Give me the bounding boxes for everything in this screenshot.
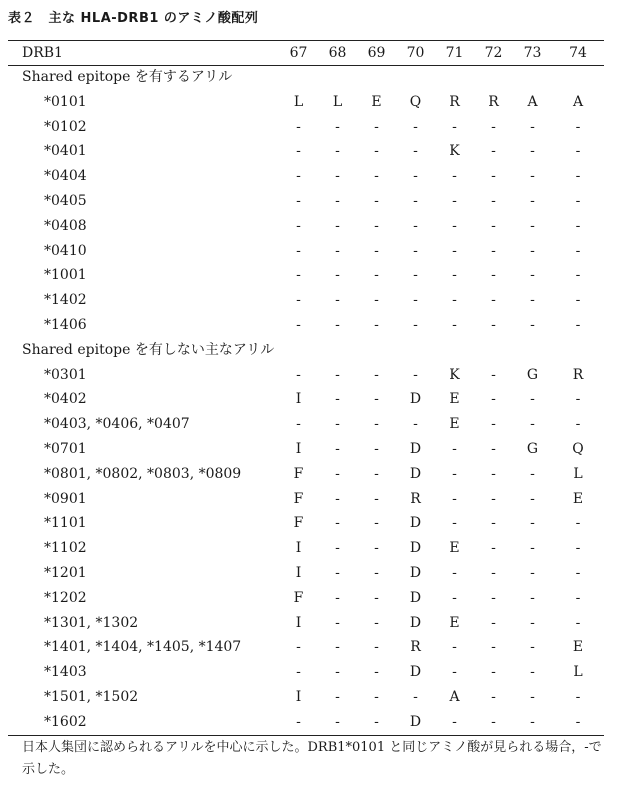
amino-acid-cell: -: [296, 366, 301, 383]
amino-acid-cell: -: [296, 316, 301, 333]
amino-acid-cell: E: [371, 93, 382, 110]
allele-label: *0404: [44, 168, 87, 185]
amino-acid-table: [8, 41, 604, 735]
amino-acid-cell: -: [530, 267, 535, 284]
amino-acid-cell: -: [491, 316, 496, 333]
amino-acid-cell: -: [413, 168, 418, 185]
amino-acid-cell: -: [452, 192, 457, 209]
table-row: [8, 437, 604, 462]
amino-acid-cell: -: [575, 242, 581, 259]
table-row: [8, 685, 604, 710]
amino-acid-cell: R: [410, 490, 421, 507]
allele-label: *0301: [44, 366, 87, 383]
amino-acid-cell: -: [530, 589, 535, 606]
allele-label: *1301, *1302: [44, 614, 139, 631]
amino-acid-cell: -: [452, 292, 457, 309]
amino-acid-cell: -: [491, 490, 496, 507]
allele-label: *0901: [44, 490, 87, 507]
amino-acid-cell: -: [575, 614, 581, 631]
amino-acid-cell: Q: [572, 440, 584, 457]
amino-acid-cell: -: [530, 515, 535, 532]
amino-acid-cell: -: [575, 316, 581, 333]
amino-acid-cell: -: [335, 490, 340, 507]
group-header-row: [8, 65, 604, 90]
header-position: 74: [569, 45, 587, 61]
amino-acid-cell: -: [530, 118, 535, 135]
amino-acid-cell: R: [488, 93, 499, 110]
amino-acid-cell: -: [296, 713, 301, 730]
amino-acid-cell: -: [452, 465, 457, 482]
amino-acid-cell: -: [335, 316, 340, 333]
allele-label: *0401: [44, 143, 87, 160]
amino-acid-cell: D: [409, 391, 422, 408]
table-row: [8, 635, 604, 660]
allele-label: *1202: [44, 589, 87, 606]
header-position: 67: [289, 45, 308, 61]
amino-acid-cell: -: [575, 143, 581, 160]
allele-label: *1201: [44, 564, 87, 581]
amino-acid-cell: -: [491, 515, 496, 532]
amino-acid-cell: -: [374, 242, 379, 259]
allele-label: *0801, *0802, *0803, *0809: [44, 465, 242, 482]
amino-acid-cell: -: [374, 292, 379, 309]
amino-acid-cell: -: [575, 192, 581, 209]
amino-acid-cell: -: [335, 564, 340, 581]
amino-acid-cell: -: [530, 564, 535, 581]
allele-label: *1501, *1502: [44, 688, 139, 705]
allele-label: *0102: [44, 118, 87, 135]
amino-acid-cell: -: [413, 217, 418, 234]
table-row: [8, 313, 604, 338]
amino-acid-cell: -: [413, 688, 418, 705]
amino-acid-cell: -: [575, 267, 581, 284]
amino-acid-cell: -: [491, 217, 496, 234]
amino-acid-cell: -: [374, 168, 379, 185]
amino-acid-cell: -: [335, 192, 340, 209]
amino-acid-cell: I: [295, 614, 302, 631]
table-footnote: 日本人集団に認められるアリルを中心に示した。DRB1*0101 と同じアミノ酸が見られる場合，-で示した。: [22, 740, 602, 777]
amino-acid-cell: -: [374, 366, 379, 383]
amino-acid-cell: -: [530, 540, 535, 557]
amino-acid-cell: -: [491, 242, 496, 259]
amino-acid-cell: -: [374, 192, 379, 209]
amino-acid-cell: -: [335, 440, 340, 457]
amino-acid-cell: L: [293, 93, 304, 110]
allele-label: *0403, *0406, *0407: [44, 416, 190, 433]
amino-acid-cell: D: [409, 614, 422, 631]
amino-acid-cell: -: [374, 614, 379, 631]
amino-acid-cell: -: [452, 440, 457, 457]
amino-acid-cell: -: [374, 639, 379, 656]
amino-acid-cell: -: [413, 143, 418, 160]
amino-acid-cell: -: [374, 440, 379, 457]
amino-acid-cell: -: [452, 664, 457, 681]
amino-acid-cell: -: [374, 267, 379, 284]
amino-acid-cell: -: [413, 242, 418, 259]
amino-acid-cell: -: [530, 639, 535, 656]
amino-acid-cell: -: [335, 391, 340, 408]
amino-acid-cell: -: [335, 168, 340, 185]
amino-acid-cell: -: [491, 168, 496, 185]
amino-acid-cell: -: [491, 391, 496, 408]
table-header: [8, 41, 604, 65]
amino-acid-cell: I: [295, 564, 302, 581]
amino-acid-cell: L: [573, 465, 583, 482]
header-position: 69: [367, 45, 386, 61]
amino-acid-cell: D: [409, 515, 422, 532]
amino-acid-cell: -: [335, 465, 340, 482]
amino-acid-cell: -: [296, 292, 301, 309]
table-row: [8, 387, 604, 412]
amino-acid-cell: -: [575, 713, 581, 730]
amino-acid-cell: -: [491, 564, 496, 581]
amino-acid-cell: -: [530, 416, 535, 433]
amino-acid-cell: -: [374, 564, 379, 581]
amino-acid-cell: -: [530, 490, 535, 507]
amino-acid-cell: R: [449, 93, 460, 110]
allele-label: *0101: [44, 93, 87, 110]
allele-label: *1403: [44, 664, 87, 681]
amino-acid-cell: -: [374, 217, 379, 234]
amino-acid-cell: -: [374, 688, 379, 705]
amino-acid-cell: K: [449, 366, 460, 383]
allele-label: *1402: [44, 292, 87, 309]
table-row: [8, 263, 604, 288]
amino-acid-cell: -: [452, 713, 457, 730]
group-header-row: [8, 338, 604, 363]
amino-acid-cell: -: [335, 242, 340, 259]
amino-acid-cell: Q: [409, 93, 422, 110]
amino-acid-cell: -: [374, 118, 379, 135]
table-row: [8, 487, 604, 512]
amino-acid-cell: A: [572, 93, 584, 110]
amino-acid-cell: -: [335, 292, 340, 309]
amino-acid-cell: E: [449, 416, 460, 433]
amino-acid-cell: R: [572, 366, 584, 383]
amino-acid-cell: -: [335, 589, 340, 606]
amino-acid-cell: D: [409, 713, 422, 730]
amino-acid-cell: -: [374, 143, 379, 160]
amino-acid-cell: F: [293, 490, 304, 507]
amino-acid-cell: -: [575, 391, 581, 408]
amino-acid-cell: -: [491, 688, 496, 705]
amino-acid-cell: -: [575, 292, 581, 309]
amino-acid-cell: -: [491, 118, 496, 135]
amino-acid-cell: -: [530, 192, 535, 209]
amino-acid-cell: -: [413, 316, 418, 333]
amino-acid-cell: -: [374, 589, 379, 606]
amino-acid-cell: E: [449, 540, 460, 557]
amino-acid-cell: -: [335, 118, 340, 135]
amino-acid-cell: -: [575, 168, 581, 185]
amino-acid-cell: -: [335, 540, 340, 557]
allele-label: *0701: [44, 440, 87, 457]
table-row: [8, 115, 604, 140]
amino-acid-cell: -: [413, 416, 418, 433]
header-row: [8, 41, 604, 65]
amino-acid-cell: I: [295, 688, 302, 705]
amino-acid-cell: D: [409, 664, 422, 681]
amino-acid-cell: -: [413, 267, 418, 284]
amino-acid-cell: -: [296, 267, 301, 284]
amino-acid-cell: -: [452, 490, 457, 507]
amino-acid-cell: A: [527, 93, 538, 110]
table-row: [8, 536, 604, 561]
amino-acid-cell: -: [296, 168, 301, 185]
allele-label: *0405: [44, 192, 87, 209]
amino-acid-cell: E: [449, 614, 460, 631]
amino-acid-cell: -: [575, 118, 581, 135]
amino-acid-cell: -: [530, 217, 535, 234]
amino-acid-cell: F: [293, 465, 304, 482]
amino-acid-cell: -: [575, 416, 581, 433]
table-row: [8, 164, 604, 189]
amino-acid-cell: D: [409, 540, 422, 557]
amino-acid-cell: D: [409, 465, 422, 482]
table-row: [8, 462, 604, 487]
amino-acid-cell: F: [293, 515, 304, 532]
table-row: [8, 189, 604, 214]
amino-acid-cell: -: [335, 664, 340, 681]
amino-acid-cell: -: [452, 168, 457, 185]
amino-acid-cell: -: [374, 465, 379, 482]
table-row: [8, 214, 604, 239]
amino-acid-cell: -: [452, 639, 457, 656]
amino-acid-cell: -: [452, 564, 457, 581]
amino-acid-cell: I: [295, 540, 302, 557]
amino-acid-cell: -: [491, 540, 496, 557]
amino-acid-cell: F: [293, 589, 304, 606]
amino-acid-cell: -: [491, 664, 496, 681]
amino-acid-cell: -: [335, 614, 340, 631]
amino-acid-cell: -: [575, 515, 581, 532]
amino-acid-cell: -: [491, 639, 496, 656]
amino-acid-cell: -: [575, 564, 581, 581]
amino-acid-cell: R: [410, 639, 421, 656]
allele-label: *1101: [44, 515, 87, 532]
table-row: [8, 363, 604, 388]
amino-acid-cell: L: [332, 93, 343, 110]
table-row: [8, 90, 604, 115]
amino-acid-cell: -: [374, 515, 379, 532]
table-row: [8, 660, 604, 685]
allele-label: *1001: [44, 267, 87, 284]
table-caption: 表２ 主な HLA-DRB1 のアミノ酸配列: [8, 11, 259, 26]
amino-acid-cell: E: [572, 639, 584, 656]
amino-acid-cell: -: [296, 639, 301, 656]
amino-acid-cell: I: [295, 440, 302, 457]
amino-acid-cell: -: [491, 267, 496, 284]
amino-acid-cell: -: [491, 713, 496, 730]
amino-acid-cell: E: [449, 391, 460, 408]
amino-acid-cell: -: [452, 242, 457, 259]
amino-acid-cell: -: [491, 416, 496, 433]
amino-acid-cell: -: [296, 242, 301, 259]
amino-acid-cell: -: [530, 292, 535, 309]
amino-acid-cell: -: [530, 143, 535, 160]
allele-label: *1406: [44, 316, 87, 333]
amino-acid-cell: G: [526, 440, 539, 457]
amino-acid-cell: -: [335, 143, 340, 160]
header-label: DRB1: [22, 45, 63, 61]
allele-label: *0410: [44, 242, 87, 259]
amino-acid-cell: -: [491, 192, 496, 209]
amino-acid-cell: -: [530, 168, 535, 185]
amino-acid-cell: -: [530, 664, 535, 681]
amino-acid-cell: -: [335, 217, 340, 234]
amino-acid-cell: -: [452, 589, 457, 606]
amino-acid-cell: -: [335, 639, 340, 656]
amino-acid-cell: -: [413, 192, 418, 209]
header-position: 72: [484, 45, 503, 61]
amino-acid-cell: -: [296, 664, 301, 681]
amino-acid-cell: -: [413, 118, 418, 135]
amino-acid-cell: -: [296, 416, 301, 433]
table-row: [8, 561, 604, 586]
amino-acid-cell: -: [452, 515, 457, 532]
amino-acid-cell: -: [530, 242, 535, 259]
amino-acid-cell: -: [530, 316, 535, 333]
amino-acid-cell: -: [491, 292, 496, 309]
allele-label: *1401, *1404, *1405, *1407: [44, 639, 242, 656]
amino-acid-cell: -: [491, 614, 496, 631]
amino-acid-cell: -: [530, 465, 535, 482]
amino-acid-cell: -: [530, 713, 535, 730]
amino-acid-cell: K: [449, 143, 460, 160]
amino-acid-cell: G: [526, 366, 539, 383]
amino-acid-cell: -: [575, 688, 581, 705]
amino-acid-cell: -: [530, 614, 535, 631]
allele-label: *1602: [44, 713, 87, 730]
amino-acid-cell: E: [572, 490, 584, 507]
amino-acid-cell: -: [335, 416, 340, 433]
allele-label: *0402: [44, 391, 87, 408]
amino-acid-cell: -: [452, 217, 457, 234]
amino-acid-cell: -: [335, 688, 340, 705]
amino-acid-cell: -: [335, 515, 340, 532]
table-row: [8, 239, 604, 264]
amino-acid-cell: -: [374, 316, 379, 333]
header-position: 70: [406, 45, 425, 61]
table-row: [8, 139, 604, 164]
amino-acid-cell: -: [413, 366, 418, 383]
table-row: [8, 611, 604, 636]
amino-acid-cell: -: [296, 192, 301, 209]
amino-acid-cell: -: [575, 217, 581, 234]
table-row: [8, 586, 604, 611]
amino-acid-cell: -: [374, 416, 379, 433]
amino-acid-cell: -: [296, 118, 301, 135]
table-row: [8, 288, 604, 313]
amino-acid-cell: -: [491, 366, 496, 383]
amino-acid-cell: A: [449, 688, 460, 705]
group-label: Shared epitope を有しない主なアリル: [22, 341, 275, 358]
amino-acid-cell: -: [575, 540, 581, 557]
amino-acid-cell: -: [335, 267, 340, 284]
amino-acid-cell: D: [409, 440, 422, 457]
amino-acid-cell: -: [452, 118, 457, 135]
amino-acid-cell: -: [335, 366, 340, 383]
amino-acid-cell: -: [491, 143, 496, 160]
amino-acid-cell: -: [575, 589, 581, 606]
amino-acid-cell: -: [296, 217, 301, 234]
amino-acid-cell: -: [374, 713, 379, 730]
header-position: 71: [445, 45, 464, 61]
table-row: [8, 710, 604, 735]
header-position: 73: [523, 45, 542, 61]
amino-acid-cell: -: [374, 540, 379, 557]
table-body: [8, 65, 604, 735]
allele-label: *1102: [44, 540, 87, 557]
table-row: [8, 412, 604, 437]
amino-acid-cell: -: [374, 664, 379, 681]
amino-acid-cell: -: [530, 391, 535, 408]
amino-acid-cell: -: [530, 688, 535, 705]
amino-acid-cell: -: [491, 465, 496, 482]
table-row: [8, 511, 604, 536]
amino-acid-cell: -: [491, 440, 496, 457]
amino-acid-cell: -: [335, 713, 340, 730]
amino-acid-cell: D: [409, 589, 422, 606]
amino-acid-cell: -: [296, 143, 301, 160]
table-bottom-rule: [8, 735, 604, 736]
amino-acid-cell: -: [413, 292, 418, 309]
allele-label: *0408: [44, 217, 87, 234]
amino-acid-cell: -: [491, 589, 496, 606]
amino-acid-cell: -: [374, 391, 379, 408]
amino-acid-cell: -: [374, 490, 379, 507]
amino-acid-cell: L: [573, 664, 583, 681]
amino-acid-cell: D: [409, 564, 422, 581]
group-label: Shared epitope を有するアリル: [22, 69, 233, 85]
amino-acid-cell: I: [295, 391, 302, 408]
amino-acid-cell: -: [452, 267, 457, 284]
header-position: 68: [328, 45, 347, 61]
amino-acid-cell: -: [452, 316, 457, 333]
